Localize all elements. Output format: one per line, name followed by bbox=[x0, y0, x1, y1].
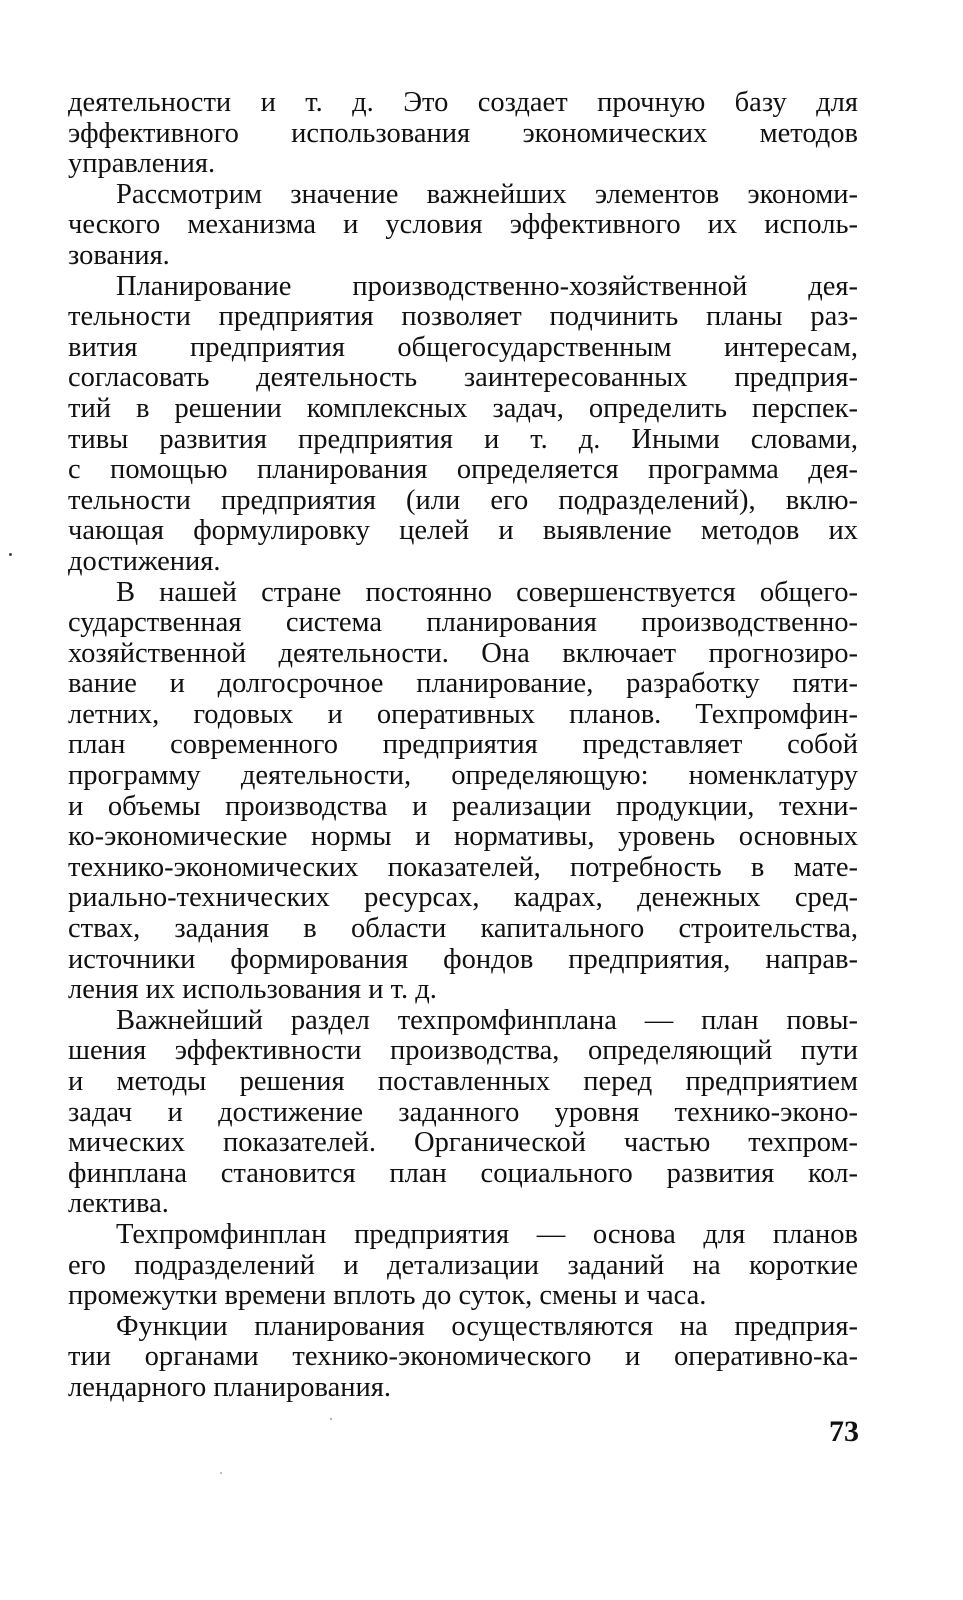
text-line: задач и достижение заданного уровня технико-эконо- bbox=[68, 1097, 858, 1128]
text-line: финплана становится план социального развития кол- bbox=[68, 1158, 858, 1189]
text-line: тий в решении комплексных задач, определить перспек- bbox=[68, 393, 858, 424]
paragraph bbox=[68, 272, 858, 578]
text-line: чающая формулировку целей и выявление методов их bbox=[68, 516, 858, 547]
text-line: ствах, задания в области капитального строительства, bbox=[68, 914, 858, 945]
text-line: ческого механизма и условия эффективного их исполь- bbox=[68, 210, 858, 241]
text-line: тельности предприятия позволяет подчинить планы раз- bbox=[68, 302, 858, 333]
text-line: управления. bbox=[68, 149, 216, 180]
text-line: Техпромфинплан предприятия — основа для планов bbox=[116, 1219, 858, 1250]
text-line: источники формирования фондов предприятия, направ- bbox=[68, 944, 858, 975]
text-line: и методы решения поставленных перед предприятием bbox=[68, 1067, 858, 1097]
paragraph bbox=[68, 1006, 858, 1220]
page-number: 73 bbox=[829, 1415, 859, 1448]
text-line: его подразделений и детализации заданий на короткие bbox=[68, 1250, 858, 1281]
paragraph bbox=[68, 1220, 858, 1312]
print-speck bbox=[220, 1472, 222, 1474]
text-line: эффективного использования экономических методов bbox=[68, 118, 858, 149]
text-line: Планирование производственно-хозяйственной дея- bbox=[116, 271, 858, 302]
text-line: риально-технических ресурсах, кадрах, денежных сред- bbox=[68, 883, 858, 914]
text-line: хозяйственной деятельности. Она включает прогнозиро- bbox=[68, 638, 858, 669]
text-line: вития предприятия общегосударственным интересам, bbox=[68, 332, 858, 363]
text-line: лектива. bbox=[68, 1189, 169, 1220]
paragraph bbox=[68, 180, 858, 272]
text-line: шения эффективности производства, определяющий пути bbox=[68, 1036, 858, 1067]
text-line: ления их использования и т. д. bbox=[68, 975, 437, 1006]
text-line: промежутки времени вплоть до суток, смены и часа. bbox=[68, 1281, 707, 1312]
paragraph bbox=[68, 1312, 858, 1404]
paragraph bbox=[68, 88, 858, 180]
text-line: согласовать деятельность заинтересованных предприя- bbox=[68, 363, 858, 394]
text-line: летних, годовых и оперативных планов. Техпромфин- bbox=[68, 699, 858, 730]
text-line: мических показателей. Органической частью техпром- bbox=[68, 1128, 858, 1159]
text-line: В нашей стране постоянно совершенствуется общего- bbox=[116, 577, 858, 608]
text-line: с помощью планирования определяется программа дея- bbox=[68, 455, 858, 486]
paragraph bbox=[68, 578, 858, 1006]
text-line: тии органами технико-экономического и оперативно-ка- bbox=[68, 1342, 858, 1373]
page-text bbox=[68, 88, 858, 1404]
text-line: тельности предприятия (или его подразделений), вклю- bbox=[68, 485, 858, 516]
text-line: и объемы производства и реализации продукции, техни- bbox=[68, 791, 858, 822]
text-line: программу деятельности, определяющую: номенклатуру bbox=[68, 761, 858, 792]
text-line: тивы развития предприятия и т. д. Иными словами, bbox=[68, 424, 858, 455]
text-line: план современного предприятия представляет собой bbox=[68, 730, 858, 761]
text-line: Рассмотрим значение важнейших элементов экономи- bbox=[116, 179, 858, 210]
text-line: лендарного планирования. bbox=[68, 1372, 391, 1403]
text-line: Важнейший раздел техпромфинплана — план повы- bbox=[116, 1005, 858, 1036]
text-line: вание и долгосрочное планирование, разработку пяти- bbox=[68, 669, 858, 700]
text-line: достижения. bbox=[68, 546, 221, 577]
text-line: Функции планирования осуществляются на предприя- bbox=[116, 1311, 858, 1342]
print-speck bbox=[9, 553, 12, 556]
text-line: технико-экономических показателей, потребность в мате- bbox=[68, 852, 858, 883]
text-line: ко-экономические нормы и нормативы, уровень основных bbox=[68, 822, 858, 853]
text-line: зования. bbox=[68, 240, 170, 271]
text-line: деятельности и т. д. Это создает прочную базу для bbox=[68, 88, 858, 118]
print-speck bbox=[330, 1418, 332, 1420]
text-line: сударственная система планирования производственно- bbox=[68, 608, 858, 639]
